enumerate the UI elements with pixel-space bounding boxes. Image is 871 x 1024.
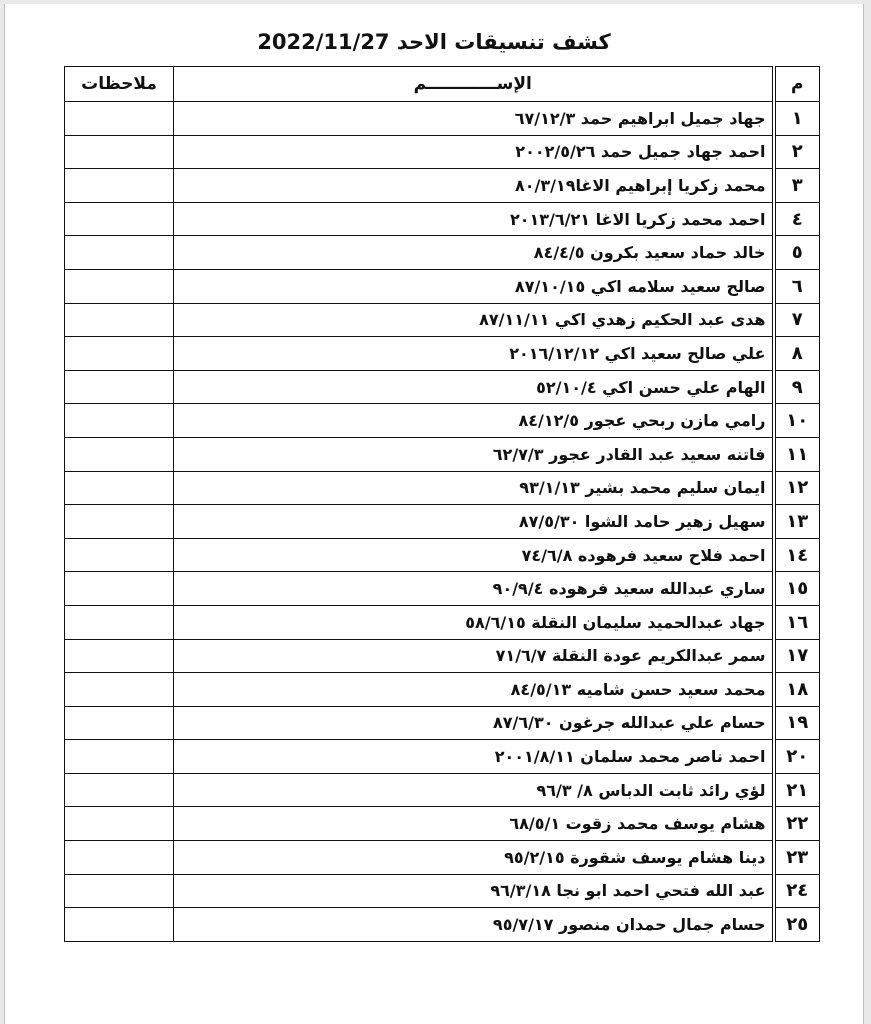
table-row: [65, 874, 820, 908]
table-row: [65, 908, 820, 942]
roster-table: [64, 66, 820, 942]
row-notes: [65, 337, 174, 371]
row-name: ساري عبدالله سعيد فرهوده ٩٠/٩/٤: [174, 572, 774, 606]
row-name: احمد ناصر محمد سلمان ٢٠٠١/٨/١١: [174, 740, 774, 774]
table-row: [65, 202, 820, 236]
row-name: دينا هشام يوسف شقورة ٩٥/٢/١٥: [174, 841, 774, 875]
row-notes: [65, 908, 174, 942]
row-name: محمد سعيد حسن شاميه ٨٤/٥/١٣: [174, 673, 774, 707]
row-number: ٣: [774, 169, 820, 203]
row-number: ١٩: [774, 706, 820, 740]
row-notes: [65, 505, 174, 539]
table-row: [65, 505, 820, 539]
table-row: [65, 639, 820, 673]
row-name: علي صالح سعيد اكي ٢٠١٦/١٢/١٢: [174, 337, 774, 371]
row-number: ١١: [774, 437, 820, 471]
row-notes: [65, 269, 174, 303]
table-row: [65, 773, 820, 807]
table-row: [65, 404, 820, 438]
row-name: جهاد عبدالحميد سليمان النقلة ٥٨/٦/١٥: [174, 605, 774, 639]
row-number: ٢٣: [774, 841, 820, 875]
row-notes: [65, 303, 174, 337]
table-row: [65, 706, 820, 740]
row-notes: [65, 404, 174, 438]
row-name: رامي مازن ربحي عجور ٨٤/١٢/٥: [174, 404, 774, 438]
row-notes: [65, 773, 174, 807]
table-row: [65, 673, 820, 707]
table-row: [65, 102, 820, 136]
row-name: احمد محمد زكريا الاغا ٢٠١٣/٦/٢١: [174, 202, 774, 236]
row-number: ١٠: [774, 404, 820, 438]
row-notes: [65, 740, 174, 774]
row-name: سهيل زهير حامد الشوا ٨٧/٥/٣٠: [174, 505, 774, 539]
row-number: ١٦: [774, 605, 820, 639]
row-name: جهاد جميل ابراهيم حمد ٦٧/١٢/٣: [174, 102, 774, 136]
row-notes: [65, 841, 174, 875]
row-name: خالد حماد سعيد بكرون ٨٤/٤/٥: [174, 236, 774, 270]
row-notes: [65, 706, 174, 740]
table-row: [65, 169, 820, 203]
row-number: ١: [774, 102, 820, 136]
row-name: فاتنه سعيد عبد القادر عجور ٦٢/٧/٣: [174, 437, 774, 471]
row-notes: [65, 370, 174, 404]
row-number: ٤: [774, 202, 820, 236]
row-notes: [65, 639, 174, 673]
row-number: ١٤: [774, 538, 820, 572]
row-number: ٦: [774, 269, 820, 303]
row-notes: [65, 807, 174, 841]
row-name: هشام يوسف محمد زقوت ٦٨/٥/١: [174, 807, 774, 841]
row-notes: [65, 437, 174, 471]
row-name: احمد فلاح سعيد فرهوده ٧٤/٦/٨: [174, 538, 774, 572]
row-name: صالح سعيد سلامه اكي ٨٧/١٠/١٥: [174, 269, 774, 303]
row-name: حسام علي عبدالله جرغون ٨٧/٦/٣٠: [174, 706, 774, 740]
page-title: كشف تنسيقات الاحد 2022/11/27: [257, 30, 611, 54]
table-header-row: [65, 67, 820, 102]
document-page: [4, 4, 864, 1024]
row-name: احمد جهاد جميل حمد ٢٠٠٢/٥/٢٦: [174, 135, 774, 169]
header-number: م: [774, 67, 820, 102]
row-number: ٥: [774, 236, 820, 270]
row-notes: [65, 202, 174, 236]
row-notes: [65, 538, 174, 572]
row-number: ٧: [774, 303, 820, 337]
row-number: ١٢: [774, 471, 820, 505]
row-name: لؤي رائد ثابت الدباس ٨/ ٩٦/٣: [174, 773, 774, 807]
table-row: [65, 841, 820, 875]
row-notes: [65, 471, 174, 505]
table-row: [65, 605, 820, 639]
table-row: [65, 437, 820, 471]
row-notes: [65, 605, 174, 639]
table-row: [65, 740, 820, 774]
table-row: [65, 337, 820, 371]
row-name: ايمان سليم محمد بشير ٩٣/١/١٣: [174, 471, 774, 505]
row-number: ٢١: [774, 773, 820, 807]
row-number: ٢٢: [774, 807, 820, 841]
table-row: [65, 471, 820, 505]
header-notes: ملاحظات: [65, 67, 174, 102]
row-notes: [65, 572, 174, 606]
row-number: ٢٥: [774, 908, 820, 942]
table-row: [65, 269, 820, 303]
row-number: ٨: [774, 337, 820, 371]
row-number: ٢٤: [774, 874, 820, 908]
row-number: ١٨: [774, 673, 820, 707]
row-number: ١٣: [774, 505, 820, 539]
row-notes: [65, 874, 174, 908]
row-notes: [65, 169, 174, 203]
row-name: الهام علي حسن اكي ٥٢/١٠/٤: [174, 370, 774, 404]
row-notes: [65, 236, 174, 270]
table-row: [65, 303, 820, 337]
header-name: الإســــــــــــم: [174, 67, 774, 102]
row-name: سمر عبدالكريم عودة النقلة ٧١/٦/٧: [174, 639, 774, 673]
table-row: [65, 538, 820, 572]
row-name: عبد الله فتحي احمد ابو نجا ٩٦/٣/١٨: [174, 874, 774, 908]
row-name: محمد زكريا إبراهيم الاغا٨٠/٣/١٩: [174, 169, 774, 203]
row-notes: [65, 102, 174, 136]
row-notes: [65, 673, 174, 707]
row-number: ٢٠: [774, 740, 820, 774]
row-number: ٩: [774, 370, 820, 404]
row-name: حسام جمال حمدان منصور ٩٥/٧/١٧: [174, 908, 774, 942]
table-row: [65, 370, 820, 404]
table-row: [65, 572, 820, 606]
row-number: ١٥: [774, 572, 820, 606]
table-row: [65, 236, 820, 270]
table-row: [65, 807, 820, 841]
row-number: ١٧: [774, 639, 820, 673]
row-notes: [65, 135, 174, 169]
row-name: هدى عبد الحكيم زهدي اكي ٨٧/١١/١١: [174, 303, 774, 337]
row-number: ٢: [774, 135, 820, 169]
table-row: [65, 135, 820, 169]
